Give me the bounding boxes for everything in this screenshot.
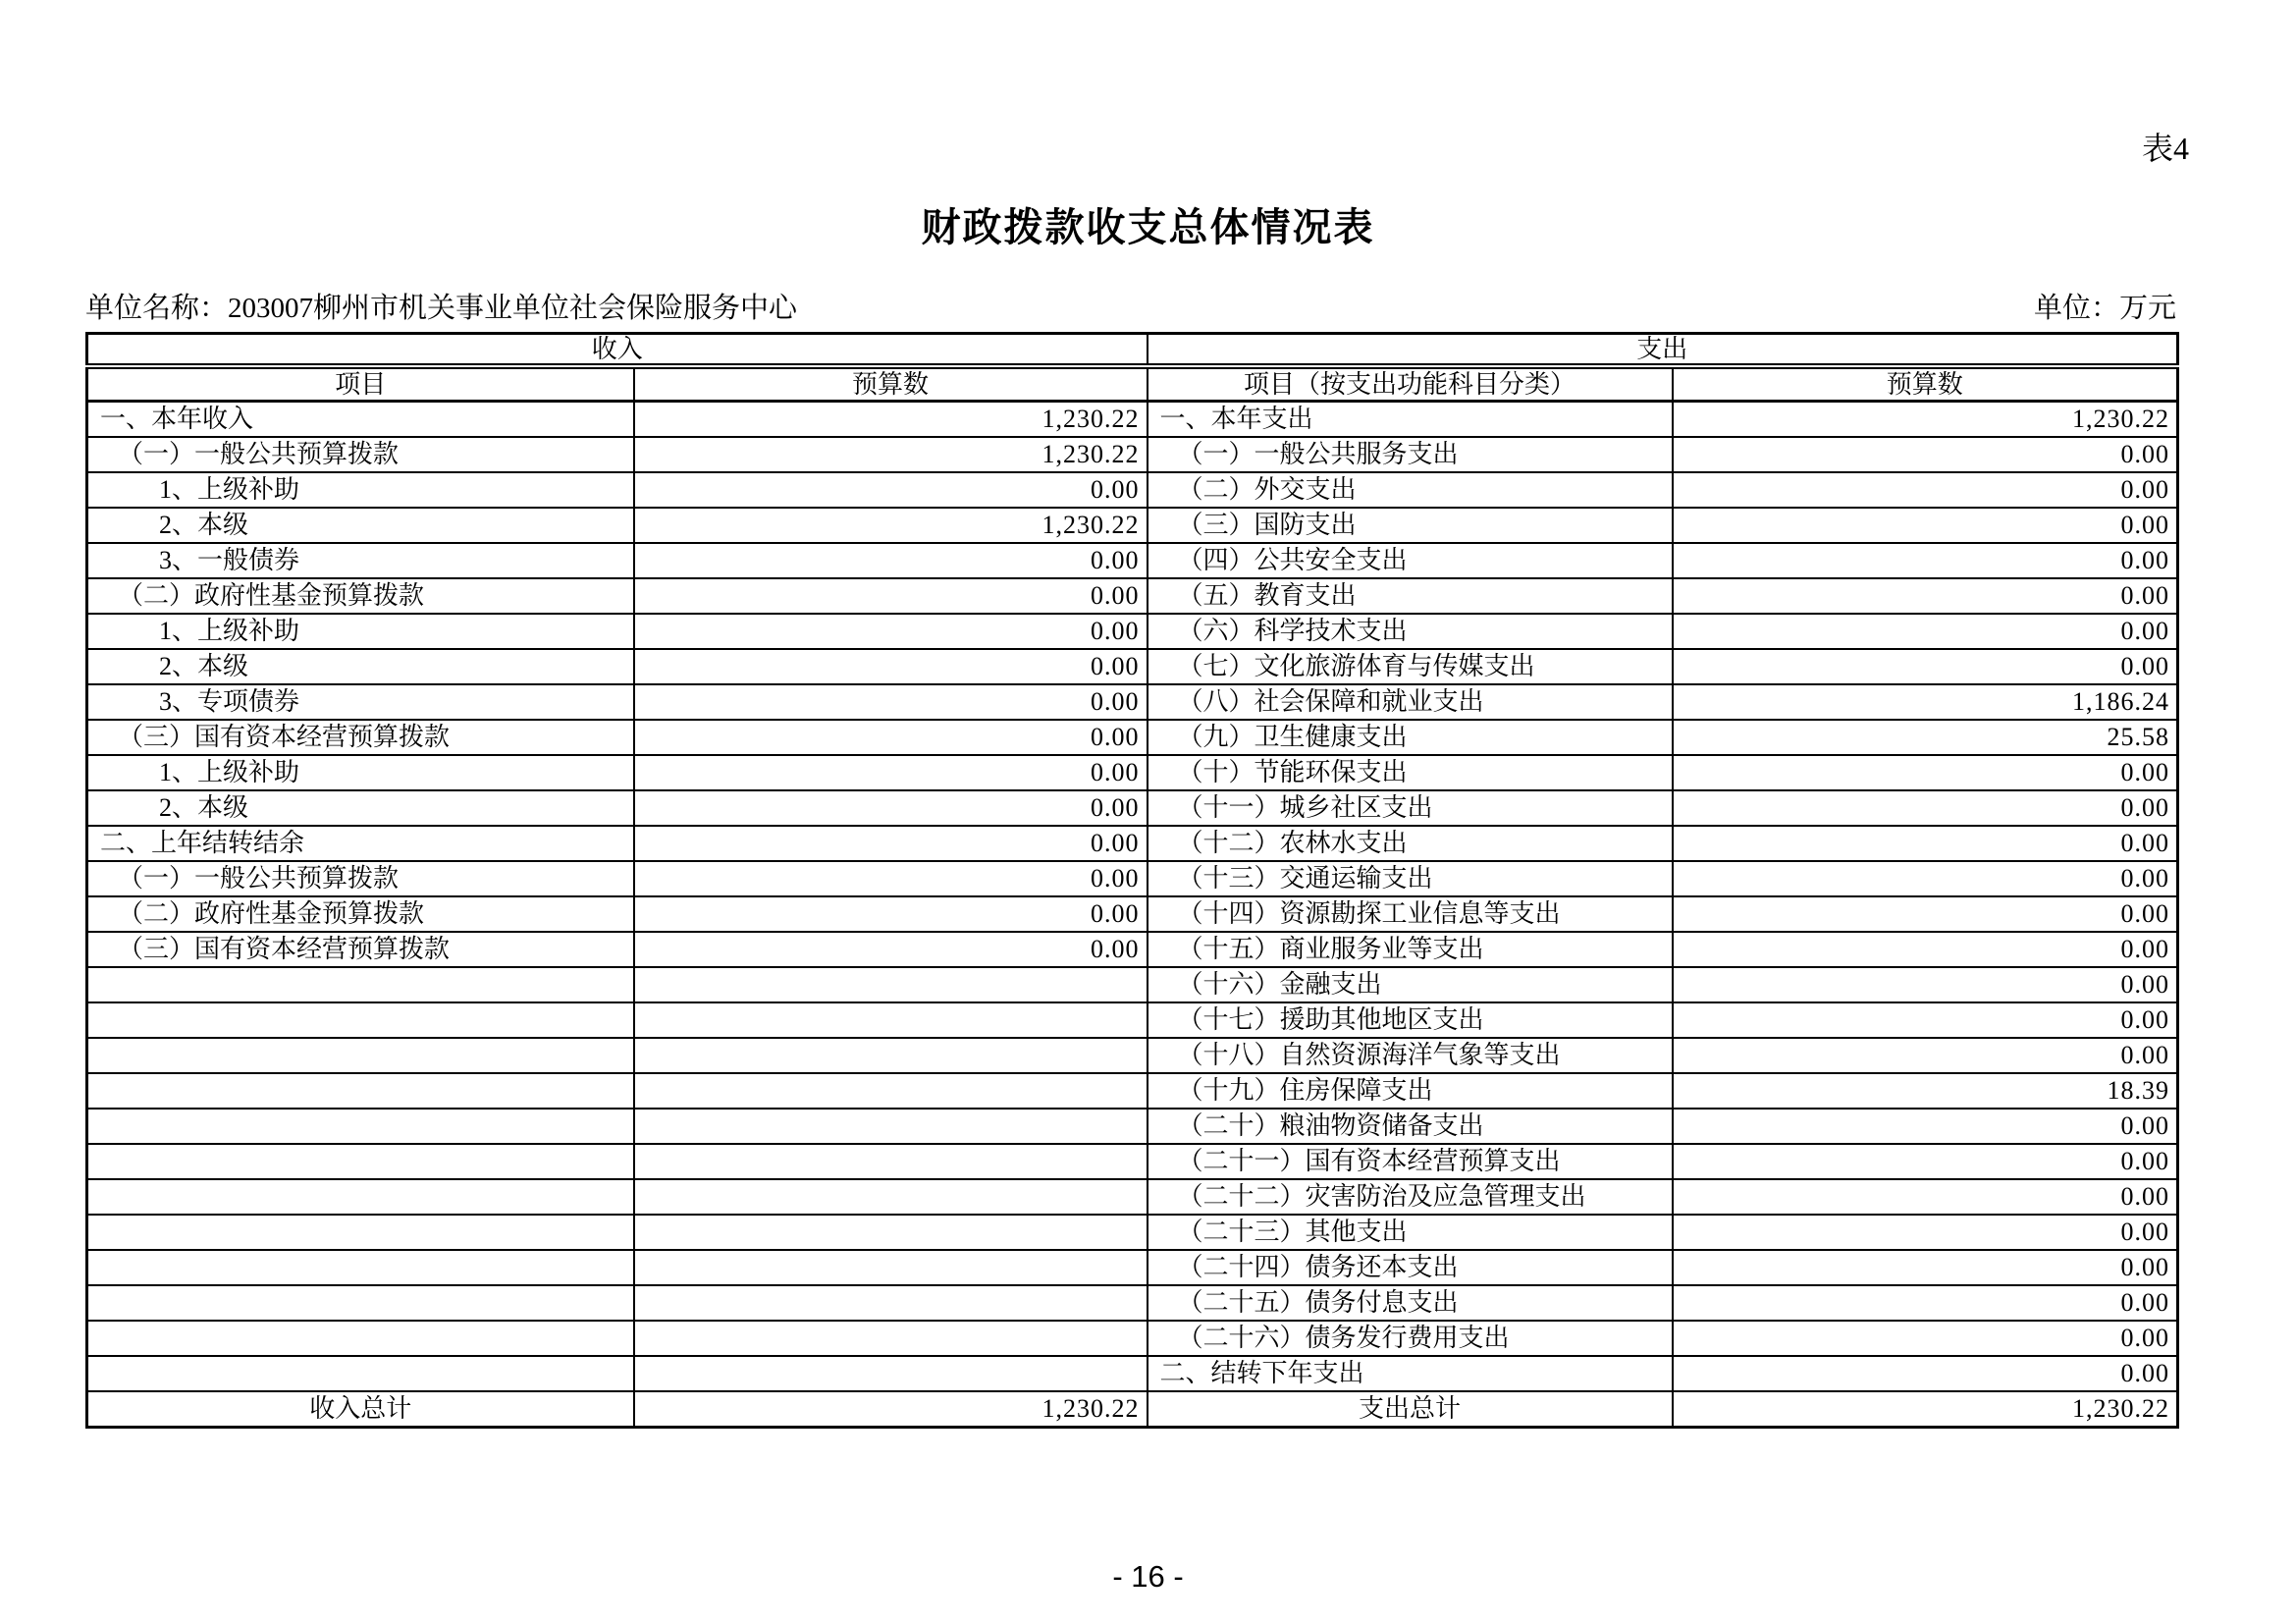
income-item-cell — [87, 1002, 634, 1038]
income-value-cell: 1,230.22 — [634, 508, 1148, 543]
income-value-cell: 1,230.22 — [634, 402, 1148, 438]
income-value-cell: 0.00 — [634, 578, 1148, 614]
expenditure-value-cell: 0.00 — [1673, 578, 2178, 614]
income-item-cell — [87, 1109, 634, 1144]
expenditure-value-cell: 0.00 — [1673, 508, 2178, 543]
unit-of-measure-label: 单位：万元 — [2033, 293, 2176, 324]
table-row — [87, 614, 2178, 649]
income-item-cell: （二）政府性基金预算拨款 — [87, 896, 634, 932]
income-item-cell — [87, 1038, 634, 1073]
expenditure-item-cell: （六）科学技术支出 — [1148, 614, 1673, 649]
expenditure-value-cell: 25.58 — [1673, 720, 2178, 755]
income-item-cell: 2、本级 — [87, 649, 634, 684]
table-row — [87, 402, 2178, 438]
expenditure-item-cell: （五）教育支出 — [1148, 578, 1673, 614]
expenditure-item-cell: （二十一）国有资本经营预算支出 — [1148, 1144, 1673, 1179]
expenditure-value-cell: 0.00 — [1673, 1356, 2178, 1391]
expenditure-item-cell: （二十）粮油物资储备支出 — [1148, 1109, 1673, 1144]
income-value-cell — [634, 1250, 1148, 1285]
expenditure-item-cell: （二十二）灾害防治及应急管理支出 — [1148, 1179, 1673, 1215]
expenditure-value-cell: 0.00 — [1673, 1179, 2178, 1215]
expenditure-item-cell: （二）外交支出 — [1148, 472, 1673, 508]
column-header-row — [87, 366, 2178, 402]
income-item-cell — [87, 1321, 634, 1356]
table-row — [87, 1179, 2178, 1215]
table-row — [87, 932, 2178, 967]
expenditure-item-cell: （四）公共安全支出 — [1148, 543, 1673, 578]
income-value-cell — [634, 1285, 1148, 1321]
expenditure-item-cell: 二、结转下年支出 — [1148, 1356, 1673, 1391]
income-value-cell — [634, 1144, 1148, 1179]
section-header-row — [87, 334, 2178, 367]
expenditure-item-cell: （九）卫生健康支出 — [1148, 720, 1673, 755]
expenditure-value-cell: 0.00 — [1673, 861, 2178, 896]
expenditure-value-cell: 0.00 — [1673, 1038, 2178, 1073]
table-row — [87, 1109, 2178, 1144]
income-item-cell: 1、上级补助 — [87, 614, 634, 649]
income-item-cell: （二）政府性基金预算拨款 — [87, 578, 634, 614]
table-number-tag: 表4 — [2141, 131, 2189, 166]
expenditure-item-cell: （十六）金融支出 — [1148, 967, 1673, 1002]
expenditure-value-cell: 0.00 — [1673, 967, 2178, 1002]
income-value-cell: 0.00 — [634, 684, 1148, 720]
income-value-cell: 0.00 — [634, 755, 1148, 790]
income-value-cell: 0.00 — [634, 861, 1148, 896]
income-value-cell — [634, 1109, 1148, 1144]
income-item-cell: 3、一般债券 — [87, 543, 634, 578]
expenditure-value-cell: 0.00 — [1673, 896, 2178, 932]
table-row — [87, 1250, 2178, 1285]
table-row — [87, 1038, 2178, 1073]
income-item-cell — [87, 1356, 634, 1391]
table-row — [87, 1002, 2178, 1038]
meta-row — [85, 286, 2176, 326]
income-value-cell: 0.00 — [634, 932, 1148, 967]
table-row — [87, 755, 2178, 790]
expenditure-item-cell: （八）社会保障和就业支出 — [1148, 684, 1673, 720]
income-value-cell: 1,230.22 — [634, 1391, 1148, 1428]
expenditure-value-cell: 0.00 — [1673, 1144, 2178, 1179]
income-value-cell — [634, 1356, 1148, 1391]
income-value-cell — [634, 1073, 1148, 1109]
table-row — [87, 861, 2178, 896]
expenditure-item-cell: （十一）城乡社区支出 — [1148, 790, 1673, 826]
expenditure-item-cell: （十五）商业服务业等支出 — [1148, 932, 1673, 967]
income-item-cell — [87, 1073, 634, 1109]
page-number: - 16 - — [1112, 1559, 1184, 1594]
income-item-cell — [87, 1144, 634, 1179]
expenditure-item-cell: （十）节能环保支出 — [1148, 755, 1673, 790]
income-budget-column-header: 预算数 — [634, 366, 1148, 402]
income-value-cell — [634, 1002, 1148, 1038]
income-value-cell — [634, 1179, 1148, 1215]
expenditure-value-cell: 1,230.22 — [1673, 1391, 2178, 1428]
expenditure-item-cell: （二十六）债务发行费用支出 — [1148, 1321, 1673, 1356]
table-row — [87, 1215, 2178, 1250]
table-row — [87, 720, 2178, 755]
expenditure-value-cell: 0.00 — [1673, 437, 2178, 472]
table-row — [87, 472, 2178, 508]
table-row — [87, 578, 2178, 614]
expenditure-item-cell: （十八）自然资源海洋气象等支出 — [1148, 1038, 1673, 1073]
table-row — [87, 543, 2178, 578]
table-row — [87, 1073, 2178, 1109]
income-item-cell: 一、本年收入 — [87, 402, 634, 438]
table-row — [87, 1144, 2178, 1179]
income-value-cell: 0.00 — [634, 896, 1148, 932]
income-value-cell — [634, 1321, 1148, 1356]
income-item-cell: 2、本级 — [87, 508, 634, 543]
income-item-cell: 1、上级补助 — [87, 472, 634, 508]
income-value-cell: 0.00 — [634, 790, 1148, 826]
expenditure-value-cell: 1,186.24 — [1673, 684, 2178, 720]
table-row — [87, 684, 2178, 720]
expenditure-value-cell: 0.00 — [1673, 826, 2178, 861]
expenditure-item-cell: （十四）资源勘探工业信息等支出 — [1148, 896, 1673, 932]
expenditure-item-cell: 支出总计 — [1148, 1391, 1673, 1428]
table-row — [87, 967, 2178, 1002]
expenditure-item-cell: （七）文化旅游体育与传媒支出 — [1148, 649, 1673, 684]
table-row — [87, 1285, 2178, 1321]
expenditure-item-cell: （二十四）债务还本支出 — [1148, 1250, 1673, 1285]
table-row — [87, 649, 2178, 684]
income-item-cell: 2、本级 — [87, 790, 634, 826]
table-row — [87, 1391, 2178, 1428]
expenditure-value-cell: 0.00 — [1673, 790, 2178, 826]
expenditure-item-cell: （三）国防支出 — [1148, 508, 1673, 543]
income-value-cell: 0.00 — [634, 826, 1148, 861]
expenditure-value-cell: 0.00 — [1673, 1002, 2178, 1038]
income-value-cell — [634, 967, 1148, 1002]
expenditure-section-header: 支出 — [1148, 334, 2178, 367]
income-item-cell — [87, 1285, 634, 1321]
income-item-cell — [87, 1215, 634, 1250]
income-value-cell: 1,230.22 — [634, 437, 1148, 472]
income-item-cell — [87, 967, 634, 1002]
income-item-cell: （三）国有资本经营预算拨款 — [87, 932, 634, 967]
income-item-cell: 1、上级补助 — [87, 755, 634, 790]
expenditure-value-cell: 1,230.22 — [1673, 402, 2178, 438]
income-value-cell — [634, 1215, 1148, 1250]
expenditure-item-column-header: 项目（按支出功能科目分类） — [1148, 366, 1673, 402]
table-row — [87, 896, 2178, 932]
budget-table — [85, 332, 2179, 1429]
income-value-cell: 0.00 — [634, 543, 1148, 578]
income-item-cell: （三）国有资本经营预算拨款 — [87, 720, 634, 755]
income-item-cell: （一）一般公共预算拨款 — [87, 437, 634, 472]
income-item-cell — [87, 1179, 634, 1215]
expenditure-item-cell: （二十三）其他支出 — [1148, 1215, 1673, 1250]
expenditure-value-cell: 0.00 — [1673, 755, 2178, 790]
income-item-column-header: 项目 — [87, 366, 634, 402]
income-value-cell: 0.00 — [634, 720, 1148, 755]
income-value-cell: 0.00 — [634, 649, 1148, 684]
table-row — [87, 826, 2178, 861]
unit-name-label: 单位名称：203007柳州市机关事业单位社会保险服务中心 — [85, 293, 798, 324]
expenditure-value-cell: 0.00 — [1673, 543, 2178, 578]
expenditure-value-cell: 0.00 — [1673, 472, 2178, 508]
expenditure-budget-column-header: 预算数 — [1673, 366, 2178, 402]
table-row — [87, 790, 2178, 826]
expenditure-value-cell: 0.00 — [1673, 1109, 2178, 1144]
expenditure-item-cell: （十七）援助其他地区支出 — [1148, 1002, 1673, 1038]
expenditure-item-cell: （二十五）债务付息支出 — [1148, 1285, 1673, 1321]
expenditure-item-cell: （十九）住房保障支出 — [1148, 1073, 1673, 1109]
income-value-cell: 0.00 — [634, 472, 1148, 508]
page-title: 财政拨款收支总体情况表 — [921, 206, 1375, 249]
table-row — [87, 1321, 2178, 1356]
income-item-cell: 二、上年结转结余 — [87, 826, 634, 861]
income-item-cell: （一）一般公共预算拨款 — [87, 861, 634, 896]
income-section-header: 收入 — [87, 334, 1148, 367]
expenditure-value-cell: 0.00 — [1673, 1321, 2178, 1356]
table-row — [87, 437, 2178, 472]
income-value-cell — [634, 1038, 1148, 1073]
income-item-cell: 3、专项债券 — [87, 684, 634, 720]
income-item-cell: 收入总计 — [87, 1391, 634, 1428]
expenditure-value-cell: 0.00 — [1673, 932, 2178, 967]
expenditure-value-cell: 0.00 — [1673, 614, 2178, 649]
expenditure-value-cell: 0.00 — [1673, 1285, 2178, 1321]
expenditure-item-cell: （一）一般公共服务支出 — [1148, 437, 1673, 472]
expenditure-item-cell: （十三）交通运输支出 — [1148, 861, 1673, 896]
expenditure-item-cell: 一、本年支出 — [1148, 402, 1673, 438]
expenditure-value-cell: 0.00 — [1673, 649, 2178, 684]
income-value-cell: 0.00 — [634, 614, 1148, 649]
expenditure-value-cell: 0.00 — [1673, 1250, 2178, 1285]
table-row — [87, 1356, 2178, 1391]
table-row — [87, 508, 2178, 543]
expenditure-item-cell: （十二）农林水支出 — [1148, 826, 1673, 861]
expenditure-value-cell: 0.00 — [1673, 1215, 2178, 1250]
expenditure-value-cell: 18.39 — [1673, 1073, 2178, 1109]
income-item-cell — [87, 1250, 634, 1285]
